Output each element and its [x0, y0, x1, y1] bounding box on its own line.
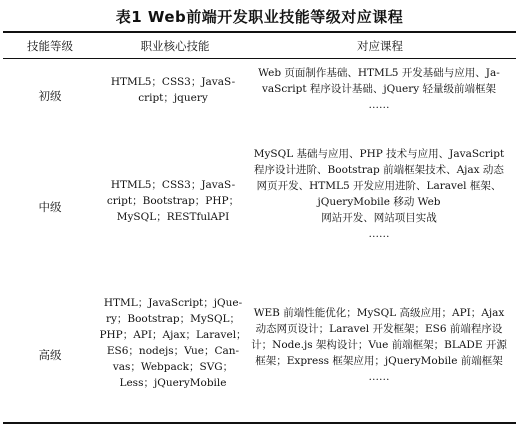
header-skills: 职业核心技能	[140, 39, 210, 53]
skills-line: Less；jQueryMobile	[119, 377, 227, 389]
course-line: 网站开发、网站项目实战	[321, 212, 437, 224]
row-level-junior: 初级	[38, 89, 62, 103]
course-line: 动态网页设计；Laravel 开发框架；ES6 前端程序设	[255, 323, 503, 335]
header-rule	[3, 58, 516, 59]
course-line: jQueryMobile 移动 Web	[317, 196, 441, 208]
course-line: ……	[368, 371, 390, 383]
skills-line: MySQL；RESTfulAPI	[116, 211, 230, 223]
skills-line: HTML；JavaScript；jQue-	[103, 297, 243, 309]
skills-line: cript；jquery	[138, 92, 208, 104]
course-line: Web 页面制作基础、HTML5 开发基础与应用、Ja-	[258, 67, 500, 79]
row-courses-senior	[246, 305, 512, 385]
row-courses-junior	[246, 65, 512, 113]
skills-line: cript；Bootstrap；PHP；	[106, 195, 240, 207]
skills-line: HTML5；CSS3；JavaS-	[110, 179, 236, 191]
course-line: WEB 前端性能优化；MySQL 高级应用；API；Ajax	[253, 307, 505, 319]
skills-line: HTML5；CSS3；JavaS-	[110, 76, 236, 88]
table-top-rule	[3, 31, 516, 33]
course-line: 网页开发、HTML5 开发应用进阶、Laravel 框架、	[256, 180, 502, 192]
course-line: 程序设计进阶、Bootstrap 前端框架技术、Ajax 动态	[254, 164, 504, 176]
row-skills-junior	[98, 74, 248, 106]
skills-line: ry；Bootstrap；MySQL；	[105, 313, 241, 325]
skills-line: ES6；nodejs；Vue；Can-	[106, 345, 240, 357]
row-level-intermediate: 中级	[38, 200, 62, 214]
skills-line: vas；Webpack；SVG；	[112, 361, 234, 373]
course-line: 计；Node.js 架构设计；Vue 前端框架；BLADE 开源	[251, 339, 507, 351]
row-courses-intermediate	[246, 146, 512, 242]
row-level-senior: 高级	[38, 348, 62, 362]
course-line: ……	[368, 99, 390, 111]
table-bottom-rule	[3, 422, 516, 424]
course-line: MySQL 基础与应用、PHP 技术与应用、JavaScript	[253, 148, 505, 160]
course-line: vaScript 程序设计基础、jQuery 轻量级前端框架	[261, 83, 497, 95]
row-skills-intermediate	[98, 177, 248, 225]
header-courses: 对应课程	[357, 39, 403, 53]
course-line: 框架；Express 框架应用；jQueryMobile 前端框架	[255, 355, 503, 367]
table-title: 表1 Web前端开发职业技能等级对应课程	[115, 8, 404, 26]
header-level: 技能等级	[27, 39, 73, 53]
row-skills-senior	[98, 295, 248, 391]
skills-line: PHP；API；Ajax；Laravel；	[99, 329, 247, 341]
course-line: ……	[368, 228, 390, 240]
